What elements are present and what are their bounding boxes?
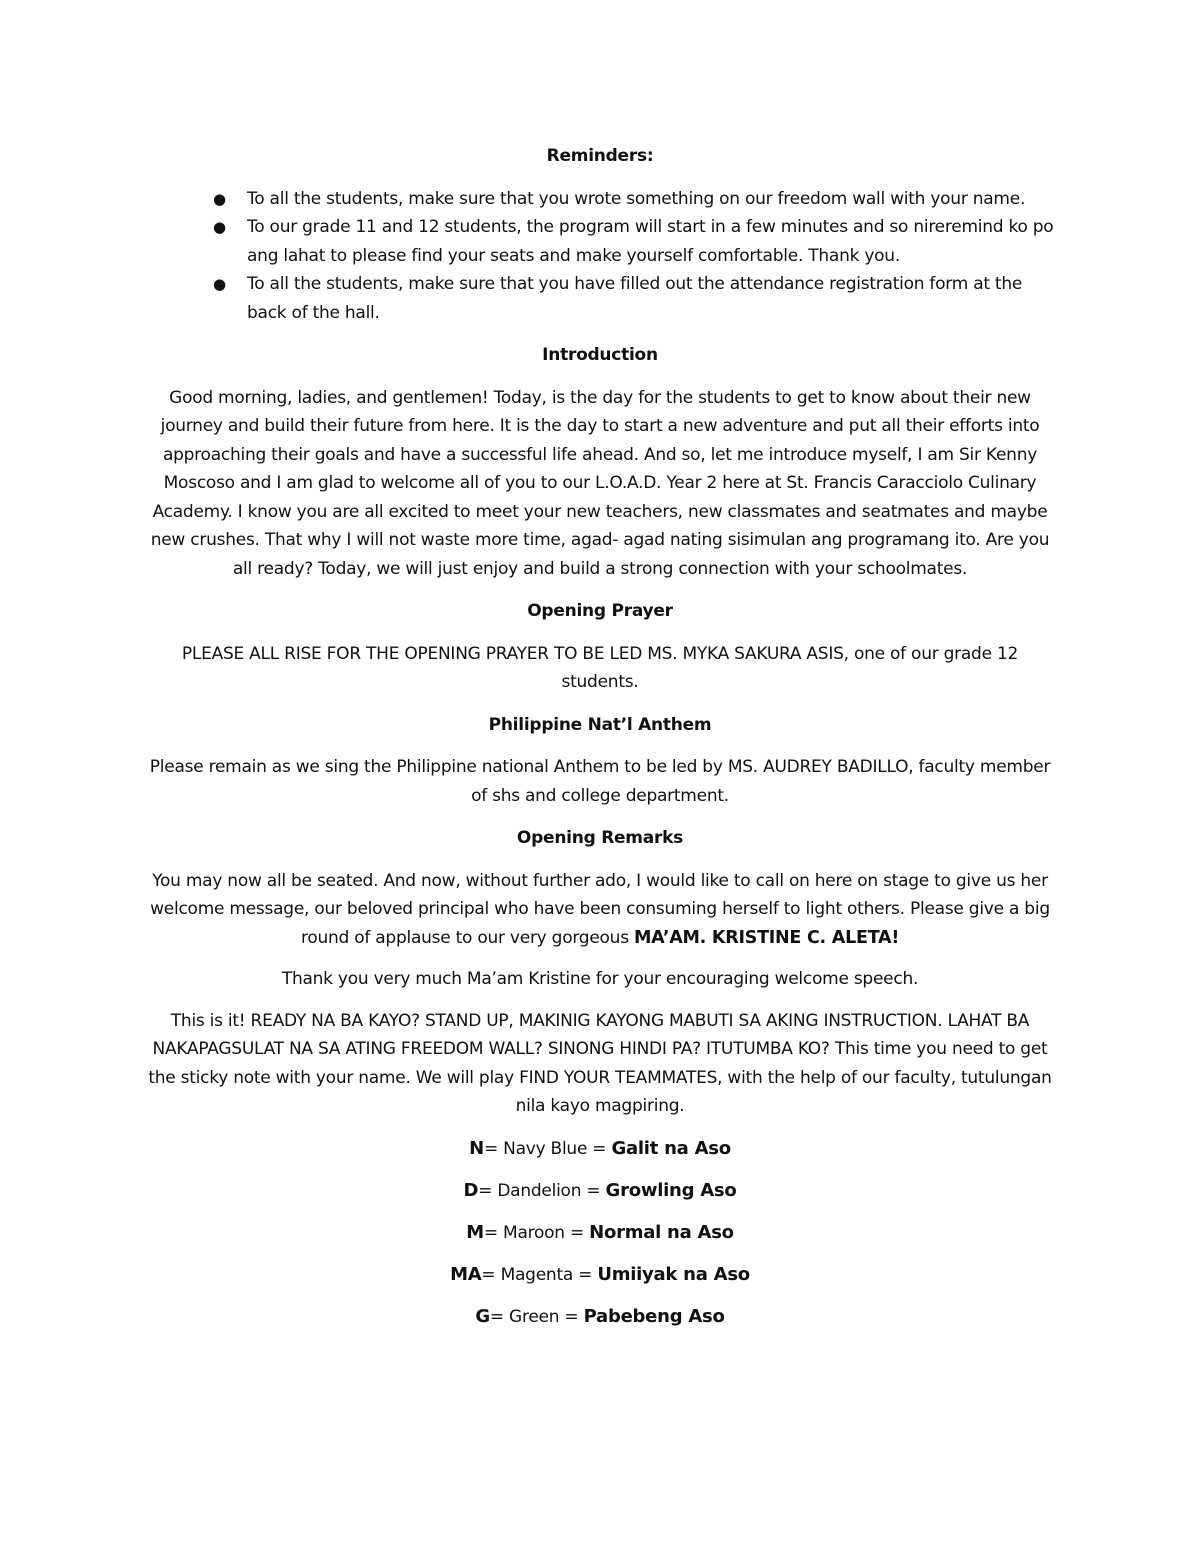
opening-prayer-heading: Opening Prayer	[527, 601, 673, 621]
principal-name: MA’AM. KRISTINE C. ALETA!	[633, 927, 900, 948]
opening-remarks-text	[143, 867, 1057, 953]
team-code: G	[475, 1305, 490, 1327]
team-code: D	[463, 1179, 479, 1201]
game-instruction-text: This is it! READY NA BA KAYO? STAND UP, MAKINIG KAYONG MABUTI SA AKING INSTRUCTION. LAHAT BA NAKAPAGSULAT NA SA ATING FREEDOM WALL? SINONG HINDI PA? ITUTUMBA KO? This time you need to get the sticky note with your name. We will play FIND YOUR TEAMMATES, with the help of our faculty, tutulungan nila kayo magpiring.	[148, 1010, 1052, 1116]
remarks-intro-text: You may now all be seated. And now, without further ado, I would like to call on here on stage to give us her welcome message, our beloved principal who have been consuming herself to light others. Please give a big round of applause to our very gorgeous	[150, 870, 1050, 948]
team-dog-name: Pabebeng Aso	[583, 1305, 725, 1327]
team-code: MA	[450, 1263, 482, 1285]
reminder-text: To our grade 11 and 12 students, the program will start in a few minutes and so nireremind ko po ang lahat to please find your seats and make yourself comfortable. Thank you.	[247, 217, 1054, 266]
introduction-heading: Introduction	[542, 345, 658, 365]
reminders-list	[143, 185, 1057, 328]
bullet-icon: ●	[213, 218, 226, 236]
opening-remarks-heading: Opening Remarks	[516, 828, 684, 848]
team-color: Maroon	[503, 1222, 565, 1243]
introduction-text: Good morning, ladies, and gentlemen! Today, is the day for the students to get to know about their new journey and build their future from here. It is the day to start a new adventure and put all their efforts into approaching their goals and have a successful life ahead. And so, let me introduce myself, I am Sir Kenny Moscoso and I am glad to welcome all of you to our L.O.A.D. Year 2 here at St. Francis Caracciolo Culinary Academy. I know you are all excited to meet your new teachers, new classmates and seatmates and maybe new crushes. That why I will not waste more time, agad- agad nating sisimulan ang programang ito. Are you all ready? Today, we will just enjoy and build a strong connection with your schoolmates.	[150, 387, 1050, 579]
team-item: G= Green = Pabebeng Aso	[475, 1305, 725, 1327]
bullet-icon: ●	[213, 275, 226, 293]
team-item: N= Navy Blue = Galit na Aso	[469, 1137, 731, 1159]
team-list	[143, 1135, 1057, 1332]
team-code: M	[466, 1221, 484, 1243]
team-dog-name: Umiiyak na Aso	[597, 1263, 750, 1285]
team-color: Dandelion	[497, 1180, 582, 1201]
reminder-item	[143, 185, 1057, 214]
team-item: M= Maroon = Normal na Aso	[466, 1221, 734, 1243]
bullet-icon: ●	[213, 189, 226, 208]
reminder-text: To all the students, make sure that you wrote something on our freedom wall with your name.	[247, 188, 1026, 209]
team-code: N	[469, 1137, 484, 1159]
team-dog-name: Normal na Aso	[589, 1221, 734, 1243]
thanks-text: Thank you very much Ma’am Kristine for your encouraging welcome speech.	[281, 969, 919, 989]
document-body	[143, 142, 1057, 1345]
team-item: D= Dandelion = Growling Aso	[463, 1179, 737, 1201]
reminder-item	[143, 270, 1057, 327]
team-color: Navy Blue	[503, 1138, 588, 1159]
anthem-heading: Philippine Nat’l Anthem	[488, 714, 712, 735]
reminders-heading: Reminders:	[546, 146, 654, 166]
team-color: Magenta	[500, 1264, 574, 1285]
reminder-text: To all the students, make sure that you have filled out the attendance registration form at the back of the hall.	[247, 274, 1023, 323]
team-color: Green	[509, 1306, 560, 1327]
anthem-text: Please remain as we sing the Philippine national Anthem to be led by MS. AUDREY BADILLO, faculty member of shs and college department.	[149, 757, 1051, 806]
team-item: MA= Magenta = Umiiyak na Aso	[450, 1263, 750, 1285]
reminder-item	[143, 213, 1057, 270]
opening-prayer-text: PLEASE ALL RISE FOR THE OPENING PRAYER TO BE LED MS. MYKA SAKURA ASIS, one of our grade 12 students.	[181, 643, 1019, 692]
team-dog-name: Galit na Aso	[611, 1137, 731, 1159]
team-dog-name: Growling Aso	[605, 1179, 737, 1201]
